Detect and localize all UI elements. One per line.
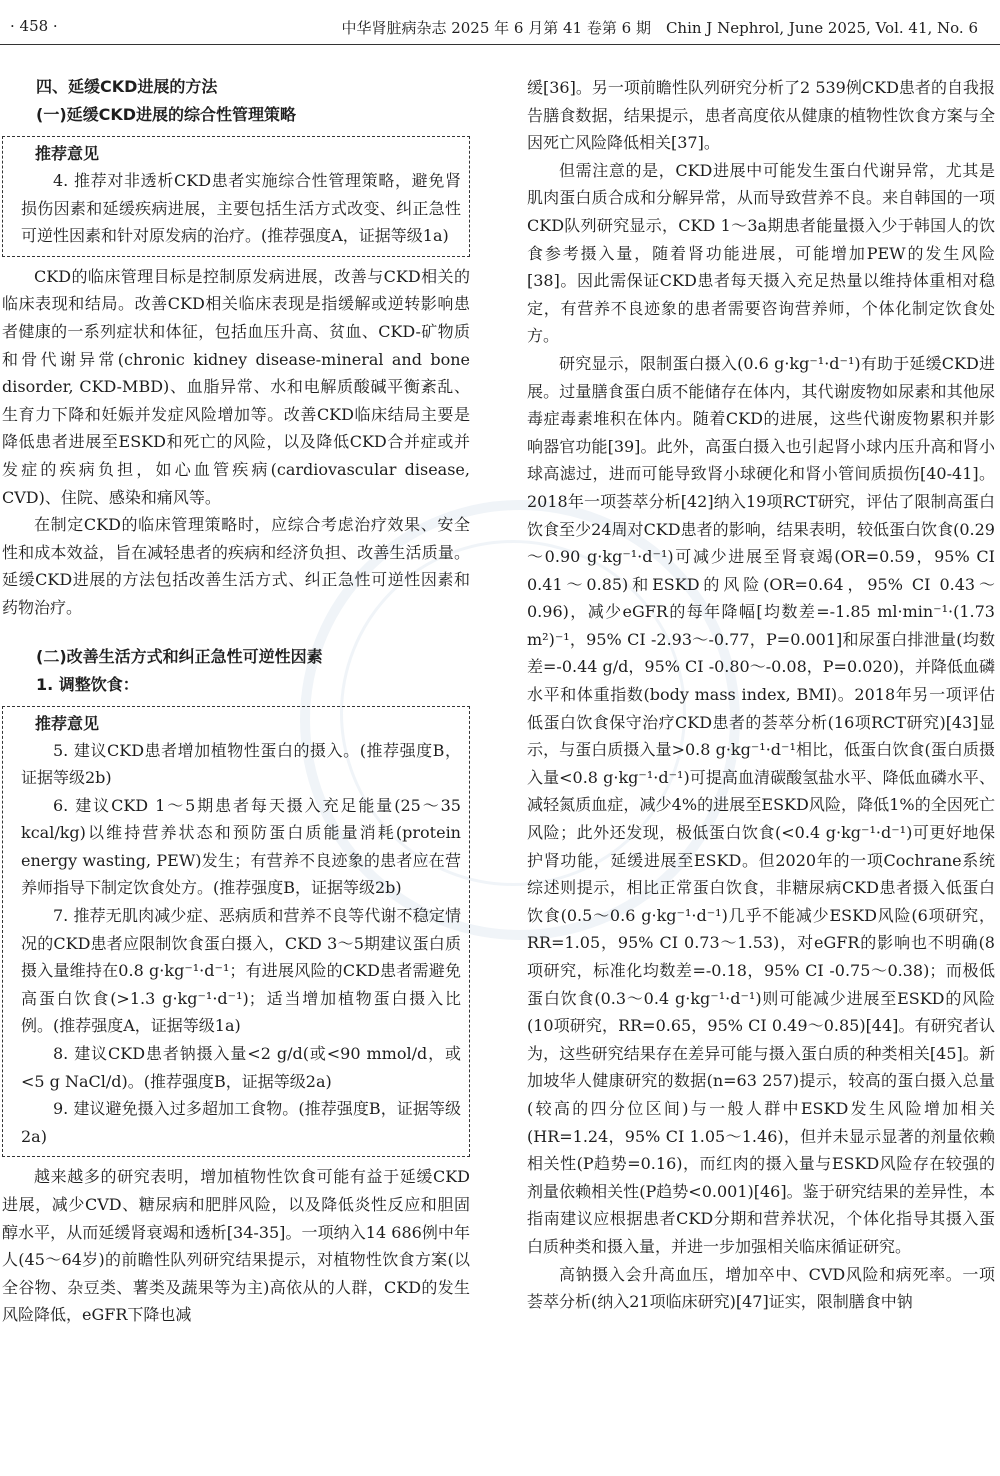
recommendation-box — [2, 706, 470, 1158]
recommendation-item: 7. 推荐无肌肉减少症、恶病质和营养不良等代谢不稳定情况的CKD患者应限制饮食蛋白摄入，CKD 3～5期建议蛋白质摄入量维持在0.8 g·kg⁻¹·d⁻¹；有进展风险的CKD患者需避免高蛋白饮食(>1.3 g·kg⁻¹·d⁻¹)；适当增加植物蛋白摄入比例。(推荐强度A，证据等级1a) — [21, 906, 461, 1036]
recommendation-box — [2, 136, 470, 257]
recommendation-item: 5. 建议CKD患者增加植物性蛋白的摄入。(推荐强度B，证据等级2b) — [21, 740, 461, 788]
box-title: 推荐意见 — [35, 144, 100, 163]
page-number: · 458 · — [10, 17, 58, 35]
body-paragraph: 缓[36]。另一项前瞻性队列研究分析了2 539例CKD患者的自我报告膳食数据，结果提示，患者高度依从健康的植物性饮食方案与全因死亡风险降低相关[37]。 — [527, 78, 995, 153]
recommendation-item: 4. 推荐对非透析CKD患者实施综合性管理策略，避免肾损伤因素和延缓疾病进展，主要包括生活方式改变、纠正急性可逆性因素和针对原发病的治疗。(推荐强度A，证据等级1a) — [21, 171, 461, 246]
box-title: 推荐意见 — [35, 713, 100, 733]
subsection-title: (二)改善生活方式和纠正急性可逆性因素 — [36, 646, 323, 666]
recommendation-item: 8. 建议CKD患者钠摄入量<2 g/d(或<90 mmol/d，或<5 g NaCl/d)。(推荐强度B，证据等级2a) — [21, 1044, 461, 1091]
recommendation-item: 9. 建议避免摄入过多超加工食物。(推荐强度B，证据等级2a) — [21, 1099, 461, 1146]
body-paragraph: CKD的临床管理目标是控制原发病进展，改善与CKD相关的临床表现和结局。改善CKD相关临床表现是指缓解或逆转影响患者健康的一系列症状和体征，包括血压升高、贫血、CKD-矿物质和骨代谢异常(chronic kidney disease-mineral and bone disorder, CKD-MBD)、血脂异常、水和电解质酸碱平衡紊乱、生育力下降和妊娠并发症风险增加等。改善CKD临床结局主要是降低患者进展至ESKD和死亡的风险，以及降低CKD合并症或并发症的疾病负担，如心血管疾病(cardiovascular disease, CVD)、住院、感染和痛风等。 — [2, 266, 470, 507]
body-paragraph: 研究显示，限制蛋白摄入(0.6 g·kg⁻¹·d⁻¹)有助于延缓CKD进展。过量膳食蛋白质不能储存在体内，其代谢废物如尿素和其他尿毒症毒素堆积在体内。随着CKD的进展，这些代谢废物累积并影响器官功能[39]。此外，高蛋白摄入也引起肾小球内压升高和肾小球高滤过，进而可能导致肾小球硬化和肾小管间质损伤[40-41]。2018年一项荟萃分析[42]纳入19项RCT研究，评估了限制高蛋白饮食至少24周对CKD患者的影响，结果表明，较低蛋白饮食(0.29～0.90 g·kg⁻¹·d⁻¹)可减少进展至肾衰竭(OR=0.59，95% CI 0.41～0.85)和ESKD的风险(OR=0.64，95% CI 0.43～0.96)，减少eGFR的每年降幅[均数差=-1.85 ml·min⁻¹·(1.73 m²)⁻¹，95% CI -2.93～-0.77，P=0.001]和尿蛋白排泄量(均数差=-0.44 g/d，95% CI -0.80～-0.08，P=0.020)，并降低血磷水平和体重指数(body mass index, BMI)。2018年另一项评估低蛋白饮食保守治疗CKD患者的荟萃分析(16项RCT研究)[43]显示，与蛋白质摄入量>0.8 g·kg⁻¹·d⁻¹相比，低蛋白饮食(蛋白质摄入量<0.8 g·kg⁻¹·d⁻¹)可提高血清碳酸氢盐水平、降低血磷水平、减轻氮质血症，减少4%的进展至ESKD风险，降低1%的全因死亡风险；此外还发现，极低蛋白饮食(<0.4 g·kg⁻¹·d⁻¹)可更好地保护肾功能，延缓进展至ESKD。但2020年的一项Cochrane系统综述则提示，相比正常蛋白饮食，非糖尿病CKD患者摄入低蛋白饮食(0.5～0.6 g·kg⁻¹·d⁻¹)几乎不能减少ESKD风险(6项研究，RR=1.05，95% CI 0.73～1.53)，对eGFR的影响也不明确(8项研究，标准化均数差=-0.18，95% CI -0.75～0.38)；而极低蛋白饮食(0.3～0.4 g·kg⁻¹·d⁻¹)则可能减少进展至ESKD的风险(10项研究，RR=0.65，95% CI 0.49～0.85)[44]。有研究者认为，这些研究结果存在差异可能与摄入蛋白质的种类相关[45]。新加坡华人健康研究的数据(n=63 257)提示，较高的蛋白摄入总量(较高的四分位区间)与一般人群中ESKD发生风险增加相关(HR=1.24，95% CI 1.05～1.46)，但并未显示显著的剂量依赖相关性(P趋势=0.16)，而红肉的摄入量与ESKD风险存在较强的剂量依赖相关性(P趋势<0.001)[46]。鉴于研究结果的差异性，本指南建议应根据患者CKD分期和营养状况，个体化指导其摄入蛋白质种类和摄入量，并进一步加强相关临床循证研究。 — [527, 353, 995, 1256]
page-header — [0, 0, 1000, 45]
right-column — [527, 74, 995, 1316]
body-paragraph: 越来越多的研究表明，增加植物性饮食可能有益于延缓CKD进展，减少CVD、糖尿病和肥胖风险，以及降低炎性反应和胆固醇水平，从而延缓肾衰竭和透析[34-35]。一项纳入14 686例中年人(45～64岁)的前瞻性队列研究结果提示，对植物性饮食方案(以全谷物、杂豆类、薯类及蔬果等为主)高依从的人群，CKD的发生风险降低，eGFR下降也减 — [2, 1167, 470, 1325]
section-title: 四、延缓CKD进展的方法 — [36, 77, 218, 96]
body-paragraph: 高钠摄入会升高血压，增加卒中、CVD风险和病死率。一项荟萃分析(纳入21项临床研究)[47]证实，限制膳食中钠 — [527, 1264, 995, 1312]
body-paragraph: 在制定CKD的临床管理策略时，应综合考虑治疗效果、安全性和成本效益，旨在减轻患者的疾病和经济负担、改善生活质量。延缓CKD进展的方法包括改善生活方式、纠正急性可逆性因素和药物治疗。 — [2, 515, 470, 617]
body-paragraph: 但需注意的是，CKD进展中可能发生蛋白代谢异常，尤其是肌肉蛋白质合成和分解异常，从而导致营养不良。来自韩国的一项CKD队列研究显示，CKD 1～3a期患者能量摄入少于韩国人的饮食参考摄入量，随着肾功能进展，可能增加PEW的发生风险[38]。因此需保证CKD患者每天摄入充足热量以维持体重相对稳定，有营养不良迹象的患者需要咨询营养师，个体化制定饮食处方。 — [527, 160, 995, 346]
recommendation-item: 6. 建议CKD 1～5期患者每天摄入充足能量(25～35 kcal/kg)以维持营养状态和预防蛋白质能量消耗(protein energy wasting, PEW)发生；有营养不良迹象的患者应在营养师指导下制定饮食处方。(推荐强度B，证据等级2b) — [21, 795, 461, 898]
running-title: 中华肾脏病杂志 2025 年 6 月第 41 卷第 6 期 Chin J Nephrol, June 2025, Vol. 41, No. 6 — [341, 19, 978, 37]
subsection-title: (一)延缓CKD进展的综合性管理策略 — [36, 105, 297, 124]
left-column — [2, 74, 470, 1329]
subsubsection-title: 1. 调整饮食： — [36, 674, 139, 694]
